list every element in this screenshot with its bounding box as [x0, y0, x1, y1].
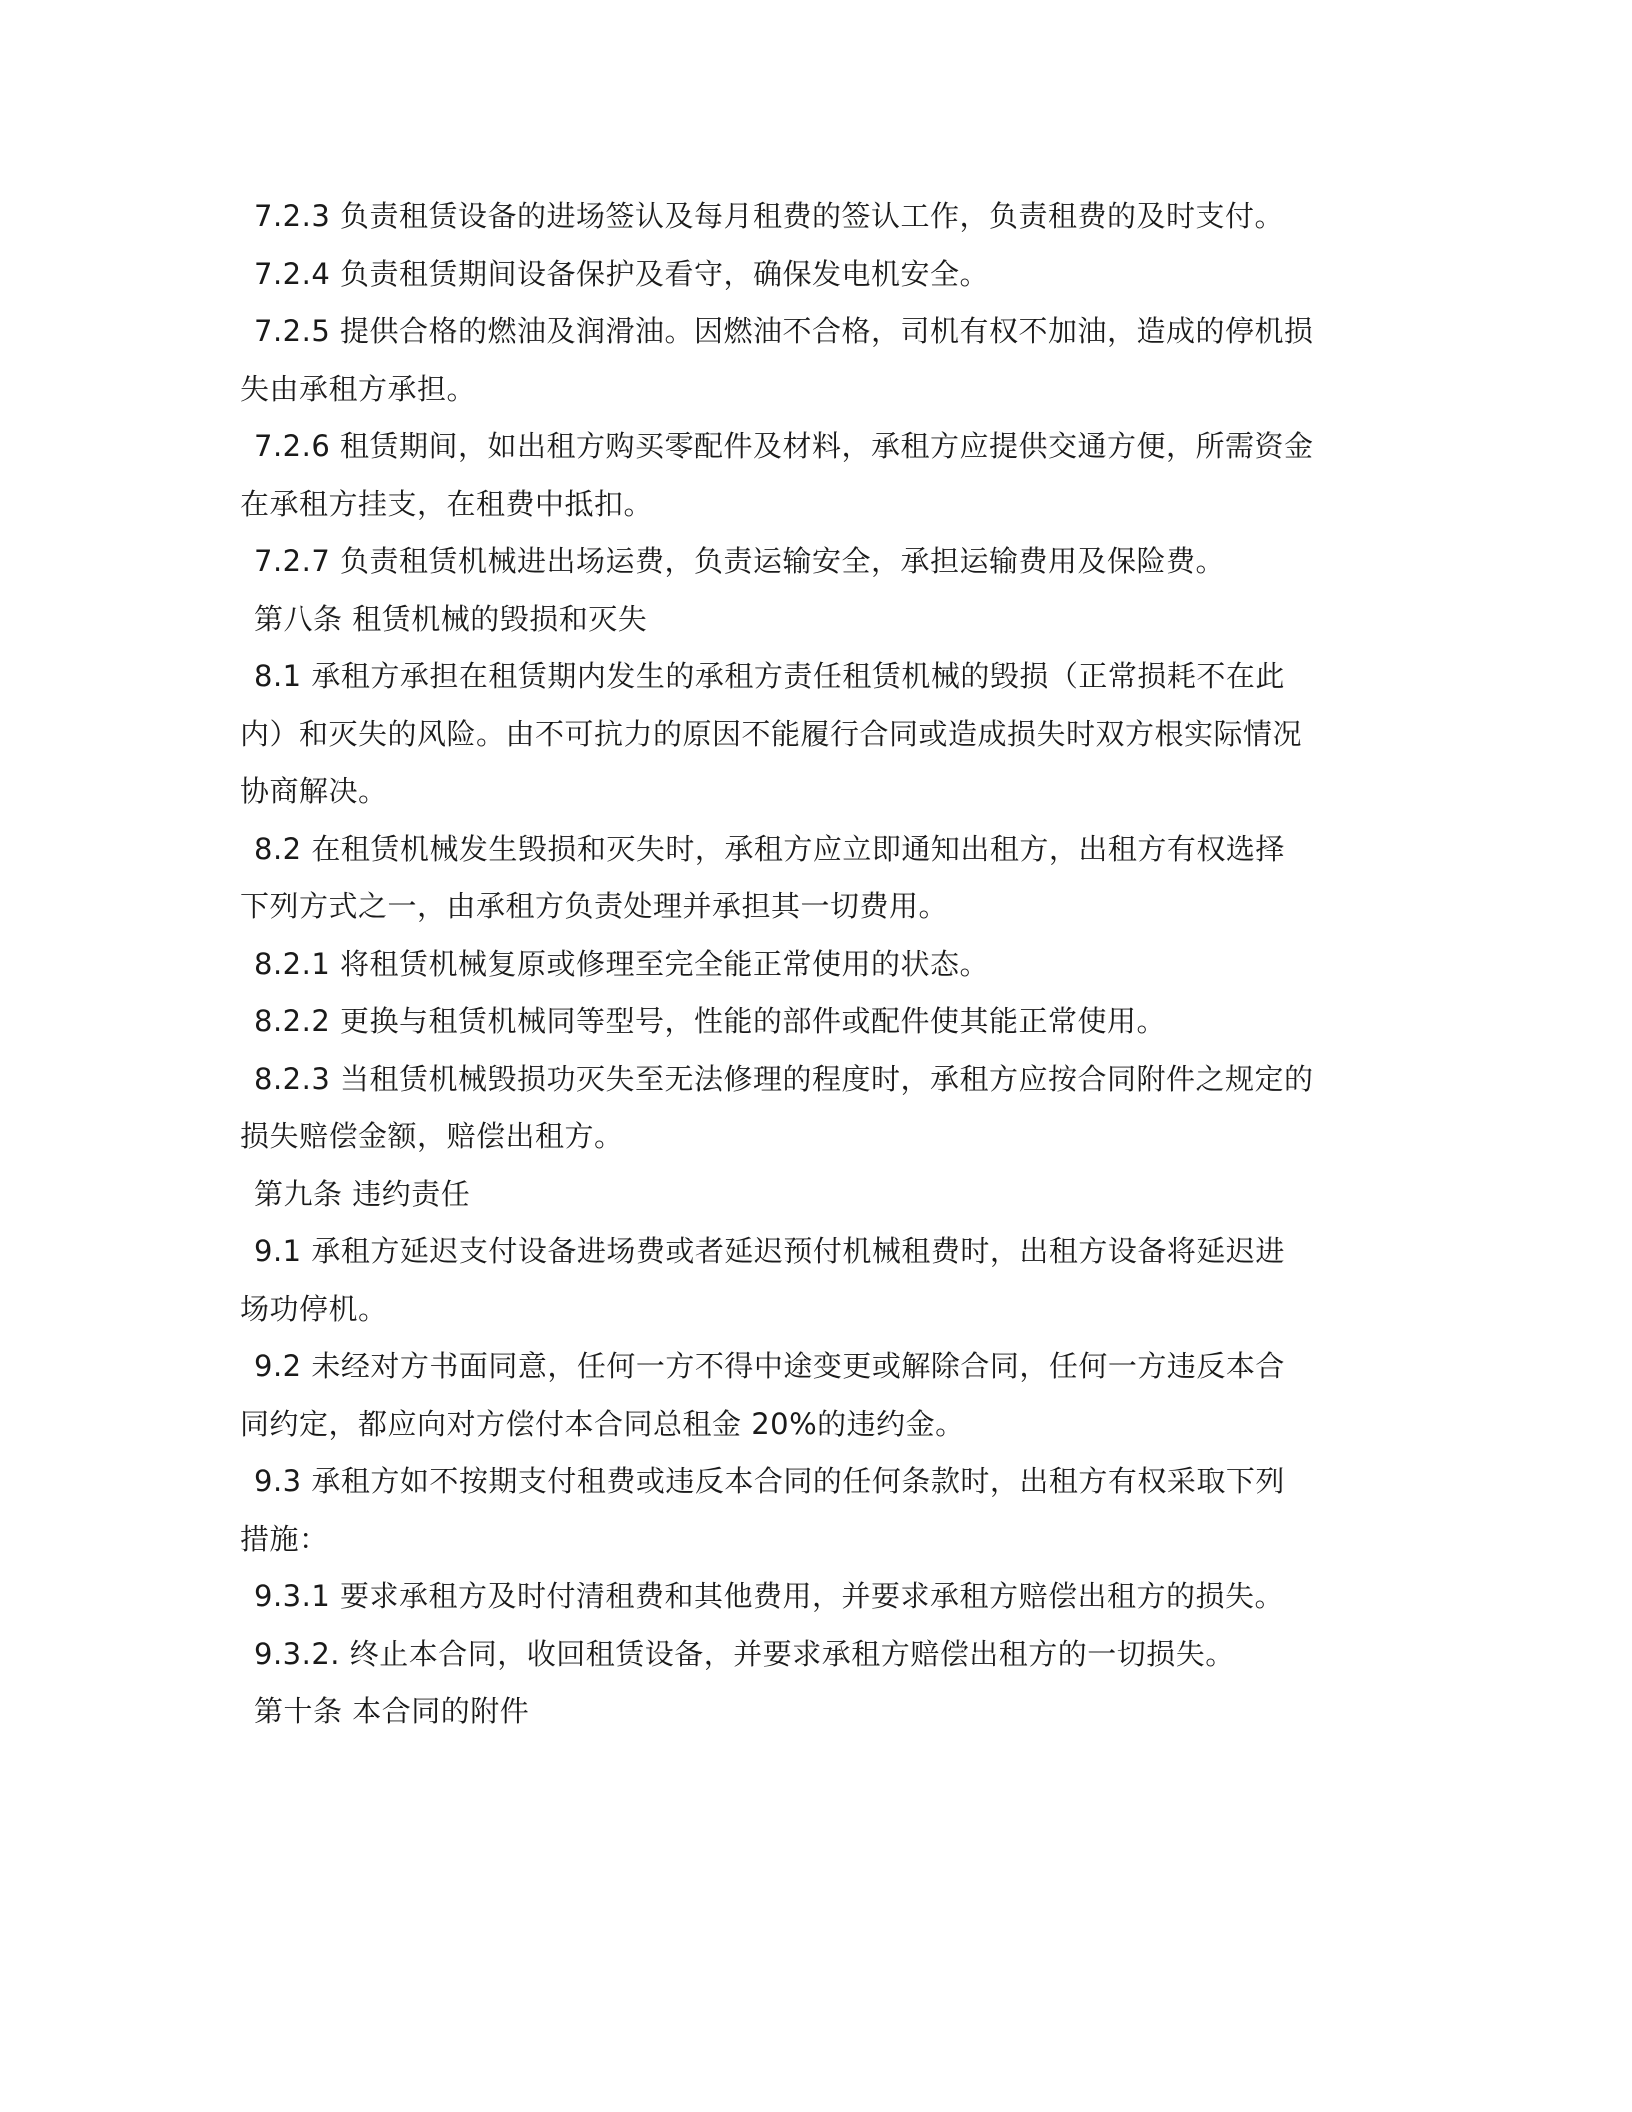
text-line: 在承租方挂支，在租费中抵扣。	[240, 486, 654, 521]
text-line: 第十条 本合同的附件	[254, 1694, 530, 1728]
text-line: 内）和灭失的风险。由不可抗力的原因不能履行合同或造成损失时双方根实际情况	[240, 716, 1303, 751]
clause-paragraph	[240, 648, 1386, 821]
clause-paragraph	[240, 246, 1386, 304]
text-line: 7.2.7 负责租赁机械进出场运费，负责运输安全，承担运输费用及保险费。	[254, 544, 1226, 578]
text-line: 9.3.2. 终止本合同，收回租赁设备，并要求承租方赔偿出租方的一切损失。	[254, 1636, 1235, 1671]
text-line: 9.3.1 要求承租方及时付清租费和其他费用，并要求承租方赔偿出租方的损失。	[254, 1579, 1285, 1613]
clause-paragraph	[240, 936, 1386, 994]
document-body	[240, 188, 1386, 1741]
text-line: 措施：	[240, 1521, 329, 1556]
text-line: 7.2.3 负责租赁设备的进场签认及每月租费的签认工作，负责租费的及时支付。	[254, 199, 1285, 233]
clause-paragraph	[240, 303, 1386, 418]
clause-paragraph	[240, 993, 1386, 1051]
text-line: 8.2 在租赁机械发生毁损和灭失时，承租方应立即通知出租方，出租方有权选择	[254, 831, 1285, 866]
text-line: 场功停机。	[240, 1291, 388, 1326]
text-line: 7.2.4 负责租赁期间设备保护及看守，确保发电机安全。	[254, 256, 990, 291]
text-line: 失由承租方承担。	[240, 371, 477, 406]
text-line: 7.2.5 提供合格的燃油及润滑油。因燃油不合格，司机有权不加油，造成的停机损	[254, 314, 1314, 348]
clause-paragraph	[240, 1453, 1386, 1568]
section-heading	[240, 1166, 1386, 1224]
text-line: 9.1 承租方延迟支付设备进场费或者延迟预付机械租费时，出租方设备将延迟进	[254, 1234, 1285, 1268]
clause-paragraph	[240, 1568, 1386, 1626]
section-heading	[240, 1683, 1386, 1741]
text-line: 损失赔偿金额，赔偿出租方。	[240, 1119, 624, 1153]
text-line: 8.2.3 当租赁机械毁损功灭失至无法修理的程度时，承租方应按合同附件之规定的	[254, 1061, 1314, 1096]
clause-paragraph	[240, 1051, 1386, 1166]
text-line: 同约定，都应向对方偿付本合同总租金 20%的违约金。	[240, 1406, 965, 1441]
text-line: 7.2.6 租赁期间，如出租方购买零配件及材料，承租方应提供交通方便，所需资金	[254, 429, 1314, 463]
clause-paragraph	[240, 1626, 1386, 1684]
clause-paragraph	[240, 1338, 1386, 1453]
text-line: 下列方式之一，由承租方负责处理并承担其一切费用。	[240, 889, 949, 923]
text-line: 8.2.2 更换与租赁机械同等型号，性能的部件或配件使其能正常使用。	[254, 1004, 1167, 1038]
clause-paragraph	[240, 188, 1386, 246]
clause-paragraph	[240, 418, 1386, 533]
clause-paragraph	[240, 821, 1386, 936]
text-line: 8.2.1 将租赁机械复原或修理至完全能正常使用的状态。	[254, 946, 990, 981]
text-line: 9.3 承租方如不按期支付租费或违反本合同的任何条款时，出租方有权采取下列	[254, 1464, 1285, 1498]
text-line: 第九条 违约责任	[254, 1176, 471, 1211]
text-line: 第八条 租赁机械的毁损和灭失	[254, 601, 648, 636]
text-line: 8.1 承租方承担在租赁期内发生的承租方责任租赁机械的毁损（正常损耗不在此	[254, 659, 1285, 693]
clause-paragraph	[240, 533, 1386, 591]
section-heading	[240, 591, 1386, 649]
text-line: 9.2 未经对方书面同意，任何一方不得中途变更或解除合同，任何一方违反本合	[254, 1349, 1285, 1383]
clause-paragraph	[240, 1223, 1386, 1338]
text-line: 协商解决。	[240, 774, 388, 808]
